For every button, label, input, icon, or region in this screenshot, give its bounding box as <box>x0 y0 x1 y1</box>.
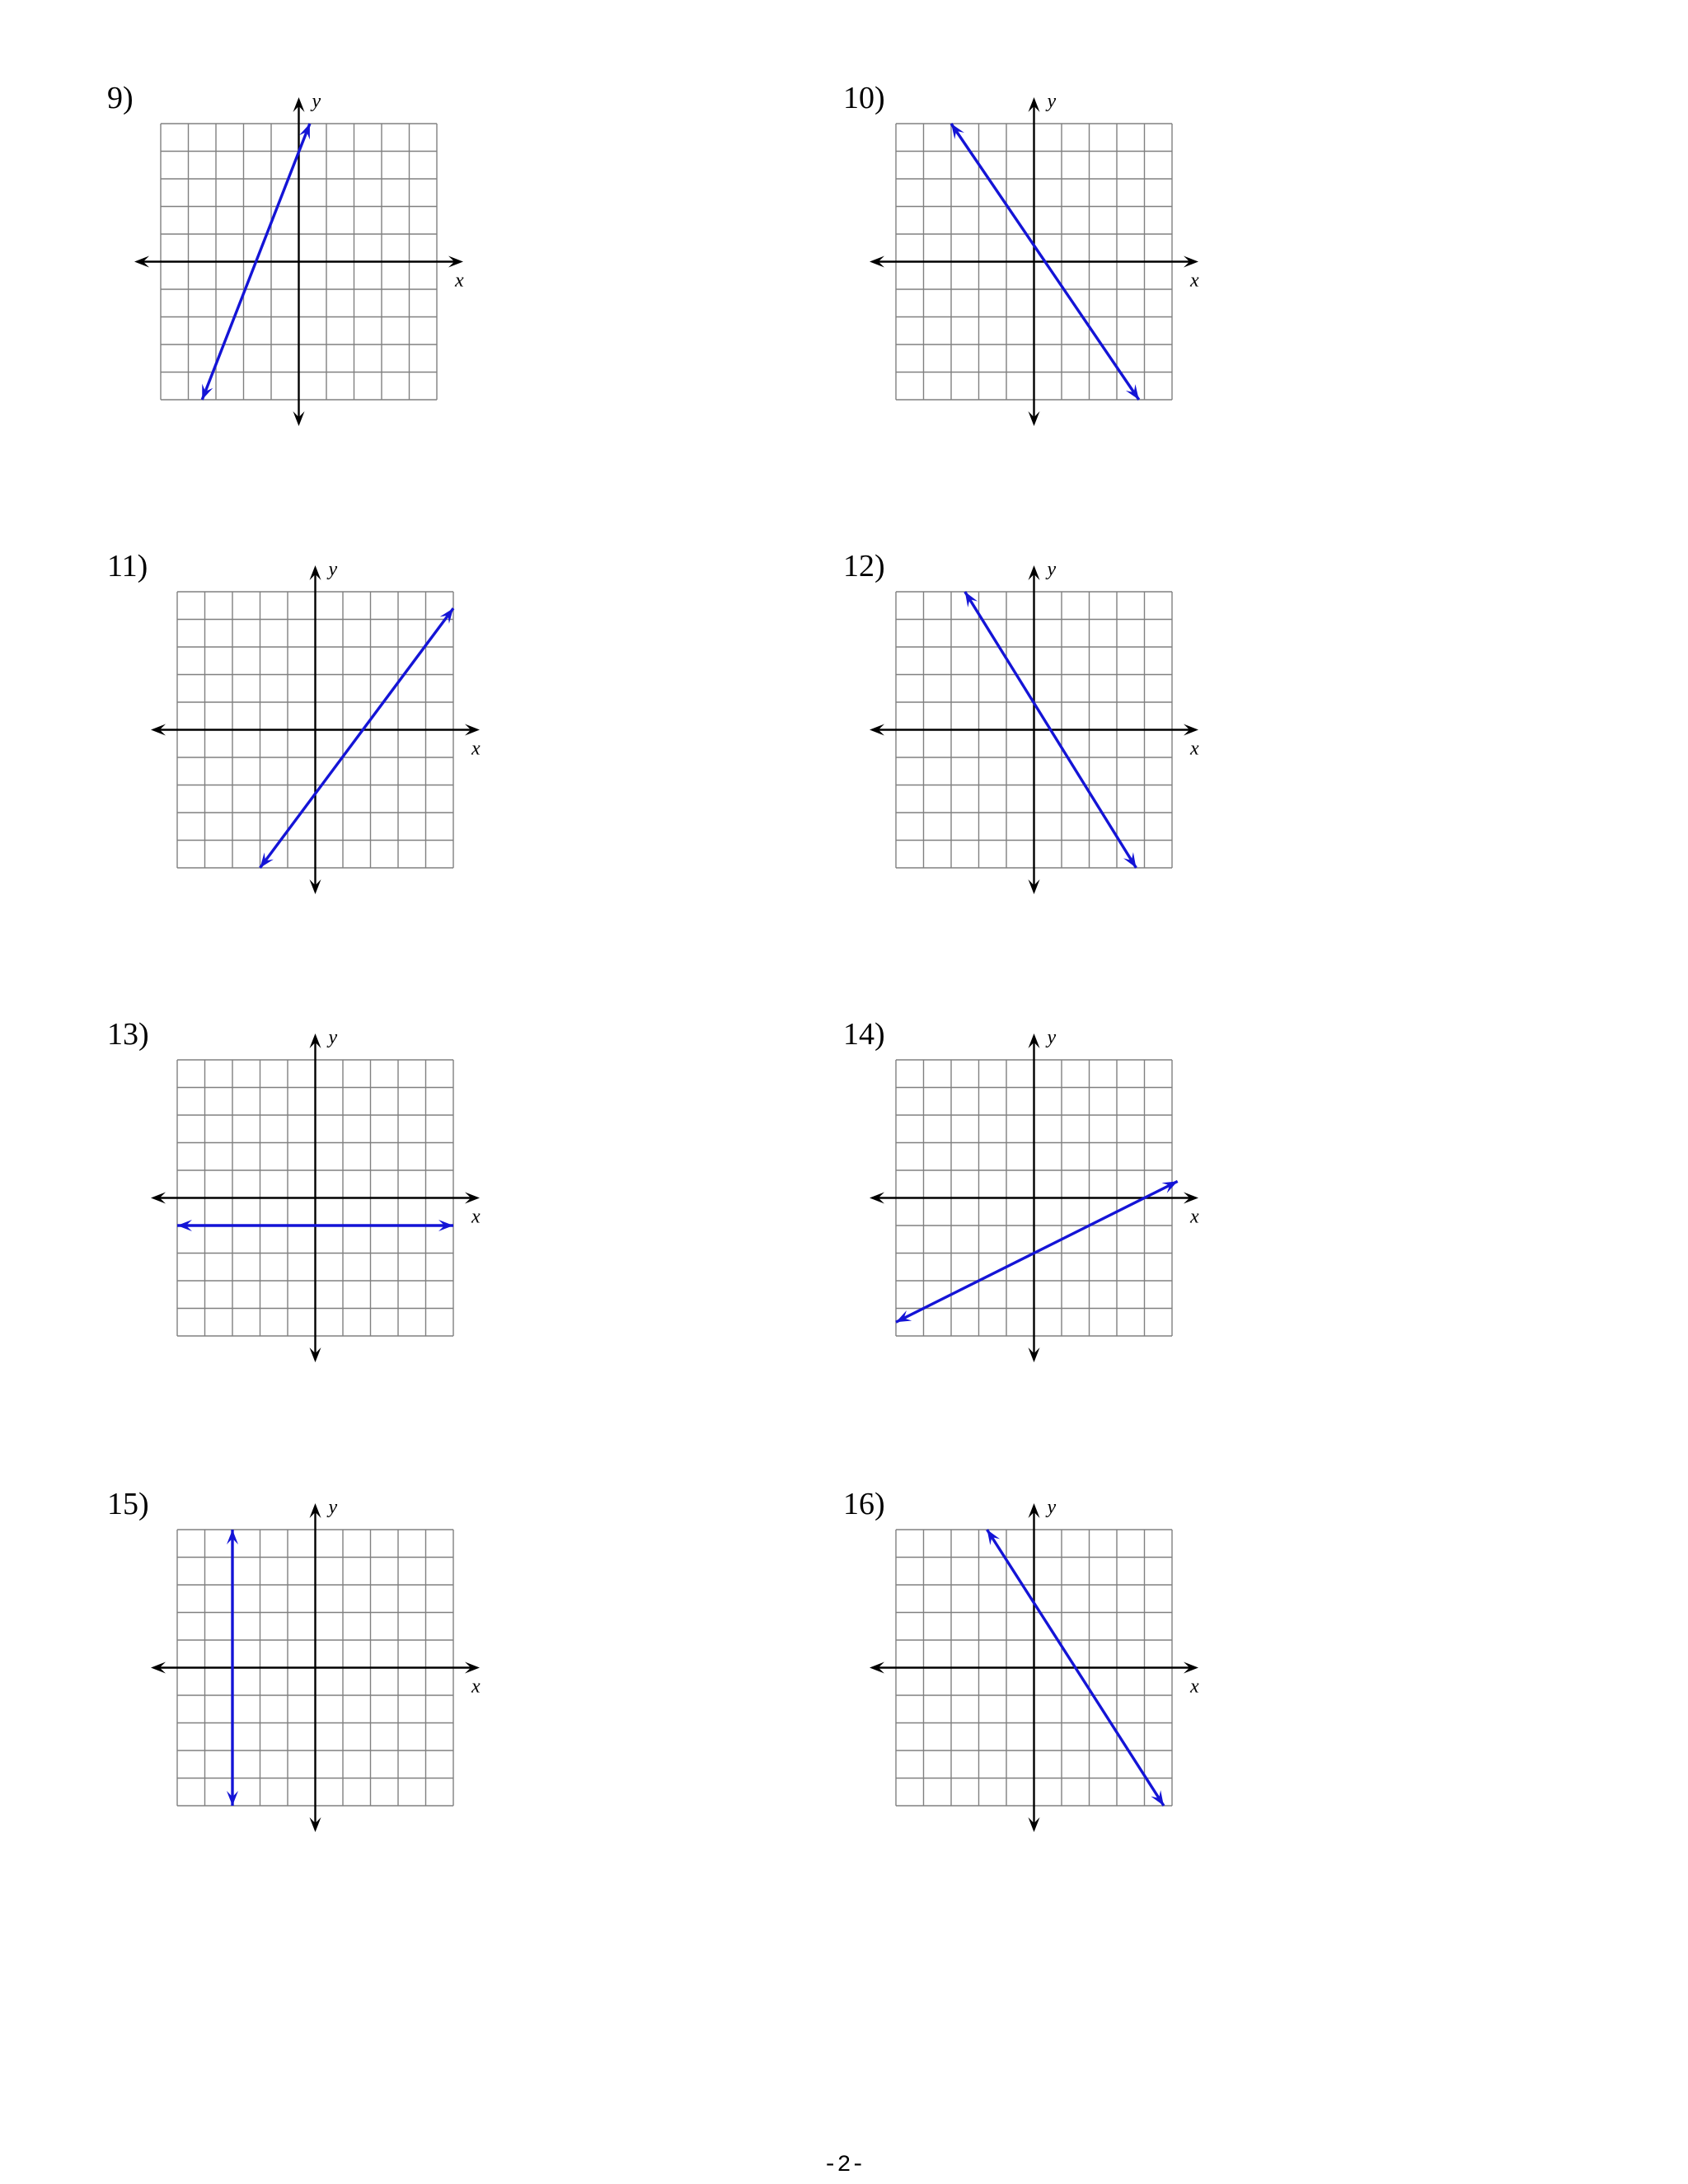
axes <box>151 1033 480 1362</box>
coordinate-graph <box>863 91 1205 433</box>
problem-number: 12) <box>843 549 885 583</box>
problem-10 <box>843 82 1420 527</box>
coordinate-graph <box>144 1497 486 1839</box>
coordinate-graph <box>863 1497 1205 1839</box>
axes <box>134 97 463 426</box>
axes <box>870 97 1198 426</box>
axes <box>870 1033 1198 1362</box>
x-axis-label: x <box>471 738 481 760</box>
page-number: -2- <box>823 2153 865 2178</box>
problem-number: 14) <box>843 1017 885 1052</box>
problem-13 <box>107 1019 684 1464</box>
y-axis-label: y <box>1047 1027 1057 1048</box>
problem-number: 11) <box>107 549 148 583</box>
x-axis-label: x <box>1190 1206 1199 1228</box>
axes <box>151 1503 480 1832</box>
axes <box>870 565 1198 894</box>
coordinate-graph <box>863 1027 1205 1369</box>
y-axis-label: y <box>328 1027 338 1048</box>
y-axis-label: y <box>328 559 338 580</box>
problem-15 <box>107 1488 684 1933</box>
x-axis-label: x <box>1190 738 1199 760</box>
problem-14 <box>843 1019 1420 1464</box>
line-arrow-start-icon <box>987 1530 1001 1545</box>
y-axis-label: y <box>1047 559 1057 580</box>
problem-number: 10) <box>843 81 885 115</box>
graphed-line <box>896 1181 1178 1322</box>
coordinate-graph <box>863 559 1205 901</box>
y-axis-label: y <box>1047 1497 1057 1518</box>
problem-number: 16) <box>843 1487 885 1521</box>
line-arrow-start-icon <box>965 592 978 607</box>
y-axis-label: y <box>328 1497 338 1518</box>
line-arrow-end-icon <box>1151 1790 1164 1806</box>
x-axis-label: x <box>471 1675 481 1698</box>
problem-number: 13) <box>107 1017 149 1052</box>
y-axis-label: y <box>312 91 321 112</box>
problem-16 <box>843 1488 1420 1933</box>
coordinate-graph <box>128 91 470 433</box>
x-axis-label: x <box>1190 269 1199 292</box>
x-axis-label: x <box>471 1206 481 1228</box>
problem-number: 15) <box>107 1487 149 1521</box>
coordinate-graph <box>144 559 486 901</box>
line-arrow-end-icon <box>1123 852 1136 868</box>
problem-number: 9) <box>107 81 134 115</box>
line-segment <box>896 1181 1178 1322</box>
x-axis-label: x <box>1190 1675 1199 1698</box>
x-axis-label: x <box>455 269 464 292</box>
problem-9 <box>107 82 684 527</box>
y-axis-label: y <box>1047 91 1057 112</box>
problem-12 <box>843 551 1420 996</box>
axes <box>151 565 480 894</box>
problem-11 <box>107 551 684 996</box>
coordinate-graph <box>144 1027 486 1369</box>
